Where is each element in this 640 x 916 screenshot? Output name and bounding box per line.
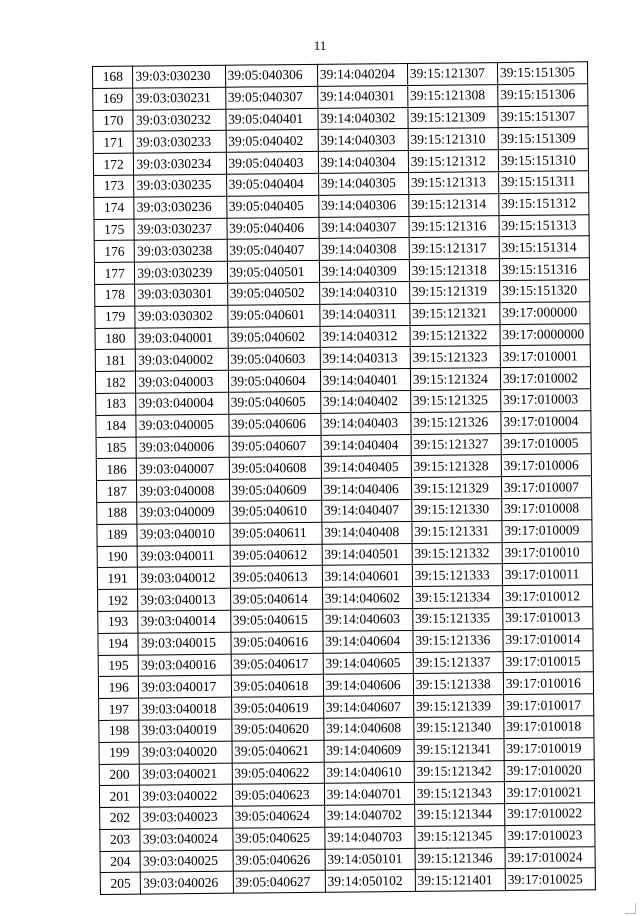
cadastral-cell-col4: 39:15:121321	[410, 302, 500, 325]
row-number-cell: 171	[93, 131, 134, 153]
cadastral-cell-col3: 39:14:040308	[319, 238, 409, 261]
cadastral-cell-col4: 39:15:121329	[411, 477, 501, 500]
cadastral-cell-col1: 39:03:040017	[139, 676, 231, 699]
cadastral-cell-col3: 39:14:040307	[319, 216, 409, 239]
row-number-cell: 176	[94, 240, 135, 262]
cadastral-cell-col2: 39:05:040403	[226, 152, 318, 175]
cadastral-cell-col4: 39:15:121322	[410, 324, 500, 347]
cadastral-cell-col1: 39:03:040010	[137, 523, 229, 546]
cadastral-cell-col1: 39:03:040022	[140, 784, 232, 807]
cadastral-cell-col5: 39:15:151306	[498, 84, 588, 107]
cadastral-cell-col5: 39:15:151314	[499, 236, 589, 259]
row-number-cell: 179	[95, 306, 136, 328]
cadastral-cell-col1: 39:03:040009	[137, 501, 229, 524]
cadastral-cell-col5: 39:17:010022	[504, 803, 594, 826]
cadastral-cell-col1: 39:03:040014	[138, 610, 230, 633]
cadastral-cell-col3: 39:14:040403	[321, 412, 411, 435]
row-number-cell: 180	[95, 328, 136, 350]
cadastral-cell-col1: 39:03:040002	[136, 349, 228, 372]
row-number-cell: 188	[97, 502, 138, 524]
cadastral-cell-col3: 39:14:040406	[321, 478, 411, 501]
cadastral-cell-col2: 39:05:040604	[228, 369, 320, 392]
cadastral-cell-col3: 39:14:040306	[318, 194, 408, 217]
cadastral-cell-col1: 39:03:030235	[134, 174, 226, 197]
row-number-cell: 204	[100, 851, 141, 873]
cadastral-cell-col4: 39:15:121345	[415, 825, 505, 848]
cadastral-cell-col2: 39:05:040612	[230, 544, 322, 567]
cadastral-cell-col3: 39:14:040703	[325, 826, 415, 849]
row-number-cell: 190	[97, 546, 138, 568]
cadastral-cell-col3: 39:14:040603	[322, 608, 412, 631]
cadastral-cell-col1: 39:03:040005	[136, 414, 228, 437]
cadastral-cell-col3: 39:14:040404	[321, 434, 411, 457]
cadastral-cell-col5: 39:15:151320	[499, 280, 589, 303]
cadastral-cell-col3: 39:14:040407	[321, 499, 411, 522]
page-number: 11	[313, 38, 327, 53]
cadastral-cell-col2: 39:05:040608	[229, 457, 321, 480]
cadastral-cell-col5: 39:17:010023	[505, 825, 595, 848]
cadastral-cell-col2: 39:05:040405	[226, 195, 318, 218]
row-number-cell: 186	[96, 458, 137, 480]
row-number-cell: 183	[96, 393, 137, 415]
cadastral-cell-col4: 39:15:121340	[414, 716, 504, 739]
document-table-container	[92, 61, 596, 895]
cadastral-cell-col4: 39:15:121344	[414, 804, 504, 827]
cadastral-cell-col1: 39:03:030236	[134, 196, 226, 219]
row-number-cell: 192	[98, 589, 139, 611]
cadastral-cell-col2: 39:05:040605	[228, 391, 320, 414]
cadastral-cell-col1: 39:03:040012	[138, 567, 230, 590]
cadastral-cell-col3: 39:14:040601	[322, 565, 412, 588]
row-number-cell: 187	[96, 480, 137, 502]
cadastral-cell-col3: 39:14:040610	[324, 761, 414, 784]
row-number-cell: 197	[99, 698, 140, 720]
cadastral-cell-col4: 39:15:121316	[409, 215, 499, 238]
cadastral-cell-col3: 39:14:040302	[318, 107, 408, 130]
cadastral-cell-col4: 39:15:121312	[408, 150, 498, 173]
cadastral-cell-col5: 39:15:151311	[498, 171, 588, 194]
cadastral-cell-col4: 39:15:121319	[409, 281, 499, 304]
cadastral-cell-col4: 39:15:121346	[415, 847, 505, 870]
cadastral-cell-col3: 39:14:040606	[323, 674, 413, 697]
cadastral-cell-col3: 39:14:040608	[323, 717, 413, 740]
cadastral-cell-col5: 39:17:010001	[500, 345, 590, 368]
cadastral-cell-col5: 39:17:010018	[504, 716, 594, 739]
cadastral-cell-col4: 39:15:121339	[413, 695, 503, 718]
cadastral-cell-col4: 39:15:121343	[414, 782, 504, 805]
cadastral-cell-col1: 39:03:030301	[135, 283, 227, 306]
cadastral-cell-col2: 39:05:040306	[225, 64, 317, 87]
cadastral-cell-col3: 39:14:040305	[318, 172, 408, 195]
cadastral-cell-col5: 39:17:010006	[501, 454, 591, 477]
cadastral-cell-col2: 39:05:040406	[226, 217, 318, 240]
cadastral-cell-col1: 39:03:040023	[140, 806, 232, 829]
cadastral-cell-col5: 39:17:010021	[504, 781, 594, 804]
cadastral-cell-col3: 39:14:040204	[317, 63, 407, 86]
cadastral-cell-col4: 39:15:121336	[413, 629, 503, 652]
cadastral-cell-col2: 39:05:040623	[232, 784, 324, 807]
cadastral-cell-col3: 39:14:040301	[317, 85, 407, 108]
row-number-cell: 195	[98, 655, 139, 677]
cadastral-cell-col5: 39:17:010012	[502, 585, 592, 608]
row-number-cell: 170	[93, 110, 134, 132]
cadastral-cell-col4: 39:15:121331	[412, 520, 502, 543]
cadastral-cell-col3: 39:14:050102	[325, 870, 415, 893]
cadastral-cell-col1: 39:03:040026	[141, 872, 233, 895]
cadastral-cell-col3: 39:14:040303	[318, 129, 408, 152]
row-number-cell: 189	[97, 524, 138, 546]
cadastral-cell-col1: 39:03:030231	[133, 87, 225, 110]
cadastral-cell-col4: 39:15:121341	[414, 738, 504, 761]
cadastral-cell-col5: 39:17:010017	[503, 694, 593, 717]
cadastral-cell-col4: 39:15:121327	[411, 433, 501, 456]
row-number-cell: 203	[100, 829, 141, 851]
row-number-cell: 194	[98, 633, 139, 655]
cadastral-cell-col5: 39:17:010014	[503, 628, 593, 651]
cadastral-cell-col1: 39:03:040016	[139, 654, 231, 677]
cadastral-cell-col2: 39:05:040606	[228, 413, 320, 436]
cadastral-cell-col1: 39:03:040007	[137, 458, 229, 481]
cadastral-cell-col4: 39:15:121333	[412, 564, 502, 587]
cadastral-cell-col4: 39:15:121307	[407, 63, 497, 86]
cadastral-numbers-table	[92, 61, 596, 895]
cadastral-cell-col5: 39:17:010015	[503, 650, 593, 673]
cadastral-cell-col5: 39:17:000000	[500, 301, 590, 324]
cadastral-cell-col5: 39:17:010019	[504, 737, 594, 760]
cadastral-cell-col2: 39:05:040618	[231, 675, 323, 698]
cadastral-cell-col5: 39:17:0000000	[500, 323, 590, 346]
cadastral-cell-col5: 39:17:010010	[502, 541, 592, 564]
scan-corner-mark	[625, 903, 636, 914]
cadastral-cell-col1: 39:03:040001	[135, 327, 227, 350]
cadastral-cell-col3: 39:14:040501	[322, 543, 412, 566]
cadastral-cell-col1: 39:03:030234	[134, 152, 226, 175]
row-number-cell: 201	[99, 785, 140, 807]
cadastral-cell-col4: 39:15:121401	[415, 869, 505, 892]
cadastral-cell-col4: 39:15:121323	[410, 346, 500, 369]
cadastral-cell-col2: 39:05:040501	[227, 261, 319, 284]
row-number-cell: 169	[93, 88, 134, 110]
cadastral-cell-col2: 39:05:040615	[230, 609, 322, 632]
cadastral-cell-col2: 39:05:040610	[229, 500, 321, 523]
cadastral-cell-col2: 39:05:040619	[231, 696, 323, 719]
cadastral-cell-col3: 39:14:040702	[324, 805, 414, 828]
cadastral-cell-col5: 39:17:010003	[500, 389, 590, 412]
cadastral-cell-col2: 39:05:040620	[231, 718, 323, 741]
cadastral-cell-col4: 39:15:121335	[413, 608, 503, 631]
cadastral-cell-col1: 39:03:040024	[140, 828, 232, 851]
cadastral-cell-col4: 39:15:121308	[407, 84, 497, 107]
cadastral-cell-col2: 39:05:040622	[232, 762, 324, 785]
cadastral-cell-col2: 39:05:040404	[226, 173, 318, 196]
cadastral-cell-col3: 39:14:040401	[320, 369, 410, 392]
cadastral-cell-col5: 39:15:151309	[498, 127, 588, 150]
row-number-cell: 182	[95, 371, 136, 393]
cadastral-cell-col4: 39:15:121334	[412, 586, 502, 609]
cadastral-cell-col5: 39:17:010002	[500, 367, 590, 390]
cadastral-cell-col1: 39:03:040013	[138, 588, 230, 611]
cadastral-cell-col4: 39:15:121324	[410, 368, 500, 391]
cadastral-cell-col5: 39:15:151307	[498, 105, 588, 128]
cadastral-cell-col5: 39:17:010025	[505, 868, 595, 891]
table-row	[100, 868, 595, 895]
cadastral-cell-col1: 39:03:040021	[140, 763, 232, 786]
cadastral-cell-col3: 39:14:040602	[322, 587, 412, 610]
cadastral-cell-col3: 39:14:040304	[318, 151, 408, 174]
cadastral-cell-col4: 39:15:121314	[409, 193, 499, 216]
cadastral-cell-col2: 39:05:040625	[232, 827, 324, 850]
cadastral-cell-col2: 39:05:040402	[226, 130, 318, 153]
cadastral-cell-col2: 39:05:040502	[227, 282, 319, 305]
cadastral-cell-col5: 39:17:010020	[504, 759, 594, 782]
cadastral-cell-col4: 39:15:121338	[413, 673, 503, 696]
cadastral-cell-col1: 39:03:030238	[135, 240, 227, 263]
cadastral-cell-col5: 39:17:010005	[501, 432, 591, 455]
cadastral-cell-col4: 39:15:121318	[409, 259, 499, 282]
cadastral-cell-col5: 39:17:010024	[505, 846, 595, 869]
cadastral-cell-col2: 39:05:040616	[230, 631, 322, 654]
cadastral-cell-col1: 39:03:040006	[136, 436, 228, 459]
row-number-cell: 199	[99, 742, 140, 764]
cadastral-cell-col1: 39:03:030239	[135, 261, 227, 284]
cadastral-cell-col4: 39:15:121332	[412, 542, 502, 565]
cadastral-cell-col3: 39:14:040609	[324, 739, 414, 762]
cadastral-cell-col3: 39:14:040311	[319, 303, 409, 326]
cadastral-cell-col5: 39:15:151312	[499, 193, 589, 216]
cadastral-cell-col5: 39:15:151310	[498, 149, 588, 172]
cadastral-cell-col3: 39:14:040605	[323, 652, 413, 675]
cadastral-cell-col4: 39:15:121328	[411, 455, 501, 478]
cadastral-cell-col3: 39:14:040405	[321, 456, 411, 479]
cadastral-cell-col3: 39:14:040313	[320, 347, 410, 370]
cadastral-cell-col3: 39:14:040701	[324, 783, 414, 806]
table-body	[93, 62, 596, 895]
row-number-cell: 205	[100, 873, 141, 895]
cadastral-cell-col1: 39:03:040015	[138, 632, 230, 655]
cadastral-cell-col2: 39:05:040617	[231, 653, 323, 676]
cadastral-cell-col3: 39:14:040408	[322, 521, 412, 544]
cadastral-cell-col4: 39:15:121326	[411, 411, 501, 434]
cadastral-cell-col1: 39:03:030233	[134, 131, 226, 154]
cadastral-cell-col1: 39:03:040020	[139, 741, 231, 764]
cadastral-cell-col5: 39:17:010011	[502, 563, 592, 586]
row-number-cell: 202	[100, 807, 141, 829]
cadastral-cell-col1: 39:03:040008	[137, 479, 229, 502]
cadastral-cell-col3: 39:14:040607	[323, 696, 413, 719]
cadastral-cell-col2: 39:05:040307	[225, 86, 317, 109]
cadastral-cell-col1: 39:03:040018	[139, 697, 231, 720]
row-number-cell: 200	[99, 764, 140, 786]
cadastral-cell-col1: 39:03:040019	[139, 719, 231, 742]
cadastral-cell-col1: 39:03:040003	[136, 370, 228, 393]
cadastral-cell-col3: 39:14:040310	[319, 281, 409, 304]
cadastral-cell-col3: 39:14:040312	[320, 325, 410, 348]
cadastral-cell-col1: 39:03:030237	[134, 218, 226, 241]
cadastral-cell-col5: 39:17:010004	[501, 410, 591, 433]
cadastral-cell-col4: 39:15:121310	[408, 128, 498, 151]
cadastral-cell-col4: 39:15:121342	[414, 760, 504, 783]
cadastral-cell-col5: 39:17:010009	[502, 519, 592, 542]
cadastral-cell-col2: 39:05:040614	[230, 587, 322, 610]
cadastral-cell-col2: 39:05:040609	[229, 478, 321, 501]
cadastral-cell-col5: 39:17:010007	[501, 476, 591, 499]
cadastral-cell-col2: 39:05:040624	[232, 805, 324, 828]
cadastral-cell-col5: 39:15:151313	[499, 214, 589, 237]
cadastral-cell-col2: 39:05:040621	[232, 740, 324, 763]
cadastral-cell-col3: 39:14:050101	[325, 848, 415, 871]
row-number-cell: 196	[98, 676, 139, 698]
row-number-cell: 191	[97, 567, 138, 589]
row-number-cell: 175	[94, 219, 135, 241]
cadastral-cell-col4: 39:15:121309	[408, 106, 498, 129]
cadastral-cell-col4: 39:15:121313	[408, 172, 498, 195]
cadastral-cell-col5: 39:15:151316	[499, 258, 589, 281]
cadastral-cell-col4: 39:15:121317	[409, 237, 499, 260]
row-number-cell: 181	[95, 349, 136, 371]
cadastral-cell-col4: 39:15:121337	[413, 651, 503, 674]
cadastral-cell-col4: 39:15:121330	[411, 499, 501, 522]
cadastral-cell-col1: 39:03:030302	[135, 305, 227, 328]
cadastral-cell-col1: 39:03:040025	[140, 850, 232, 873]
cadastral-cell-col2: 39:05:040627	[233, 871, 325, 894]
row-number-cell: 174	[94, 197, 135, 219]
cadastral-cell-col2: 39:05:040401	[225, 108, 317, 131]
row-number-cell: 193	[98, 611, 139, 633]
cadastral-cell-col4: 39:15:121325	[410, 390, 500, 413]
cadastral-cell-col2: 39:05:040611	[229, 522, 321, 545]
cadastral-cell-col1: 39:03:030230	[133, 65, 225, 88]
row-number-cell: 185	[96, 437, 137, 459]
row-number-cell: 177	[94, 262, 135, 284]
cadastral-cell-col2: 39:05:040601	[227, 304, 319, 327]
cadastral-cell-col2: 39:05:040603	[228, 348, 320, 371]
cadastral-cell-col2: 39:05:040626	[233, 849, 325, 872]
row-number-cell: 172	[93, 153, 134, 175]
cadastral-cell-col1: 39:03:040011	[137, 545, 229, 568]
row-number-cell: 173	[94, 175, 135, 197]
cadastral-cell-col3: 39:14:040402	[320, 390, 410, 413]
cadastral-cell-col5: 39:17:010016	[503, 672, 593, 695]
row-number-cell: 184	[96, 415, 137, 437]
cadastral-cell-col3: 39:14:040309	[319, 260, 409, 283]
row-number-cell: 198	[99, 720, 140, 742]
cadastral-cell-col2: 39:05:040407	[227, 239, 319, 262]
cadastral-cell-col1: 39:03:040004	[136, 392, 228, 415]
cadastral-cell-col5: 39:15:151305	[497, 62, 587, 85]
row-number-cell: 178	[95, 284, 136, 306]
cadastral-cell-col5: 39:17:010008	[502, 498, 592, 521]
cadastral-cell-col2: 39:05:040613	[230, 566, 322, 589]
cadastral-cell-col5: 39:17:010013	[503, 607, 593, 630]
row-number-cell: 168	[93, 66, 134, 88]
cadastral-cell-col1: 39:03:030232	[133, 109, 225, 132]
cadastral-cell-col2: 39:05:040602	[228, 326, 320, 349]
cadastral-cell-col2: 39:05:040607	[229, 435, 321, 458]
cadastral-cell-col3: 39:14:040604	[323, 630, 413, 653]
